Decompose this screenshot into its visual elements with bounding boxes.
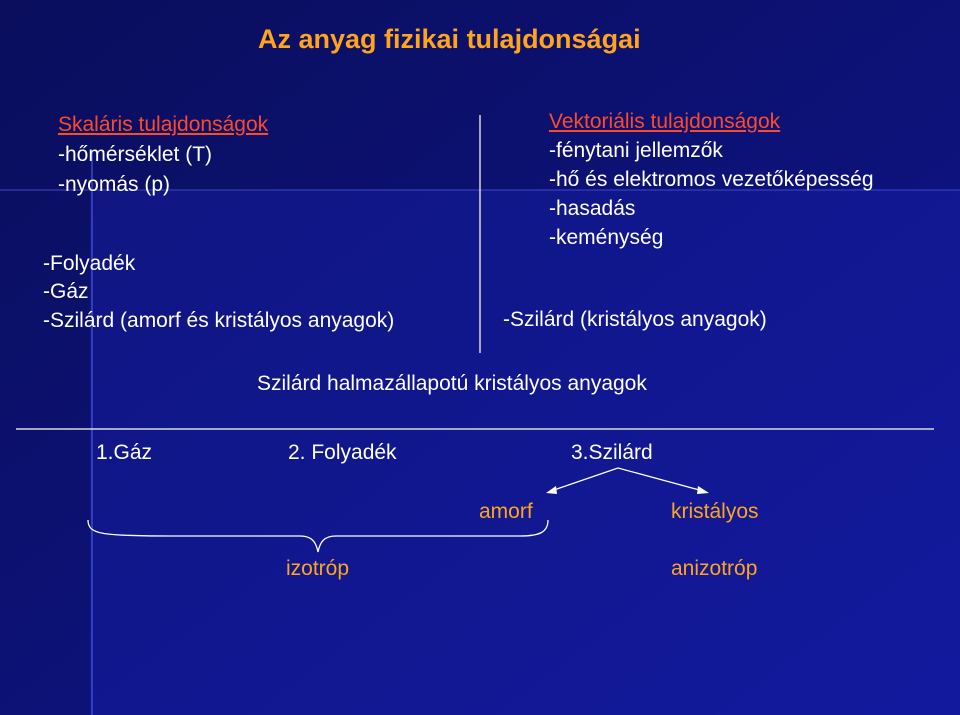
label-anizotrop: anizotróp	[671, 557, 758, 580]
label-izotrop: izotróp	[286, 557, 350, 580]
phase-gas: 1.Gáz	[96, 441, 153, 464]
scalar-item: -nyomás (p)	[58, 173, 171, 196]
label-amorf: amorf	[479, 500, 533, 523]
vector-item: -keménység	[549, 226, 664, 249]
subtitle: Szilárd halmazállapotú kristályos anyagok	[257, 372, 647, 395]
vector-heading: Vektoriális tulajdonságok	[549, 110, 781, 133]
vector-state: -Szilárd (kristályos anyagok)	[503, 308, 767, 331]
scalar-state: -Szilárd (amorf és kristályos anyagok)	[43, 309, 395, 332]
vector-item: -fénytani jellemzők	[549, 139, 723, 162]
scalar-state: -Folyadék	[43, 252, 136, 275]
scalar-item: -hőmérséklet (T)	[58, 143, 213, 166]
scalar-heading: Skaláris tulajdonságok	[58, 113, 269, 136]
phase-solid: 3.Szilárd	[571, 441, 653, 464]
phase-liquid: 2. Folyadék	[288, 441, 397, 464]
slide-title: Az anyag fizikai tulajdonságai	[258, 24, 641, 54]
vector-item: -hő és elektromos vezetőképesség	[549, 168, 874, 191]
scalar-state: -Gáz	[43, 280, 89, 303]
label-kristalyos: kristályos	[671, 500, 759, 523]
vector-item: -hasadás	[549, 197, 636, 220]
